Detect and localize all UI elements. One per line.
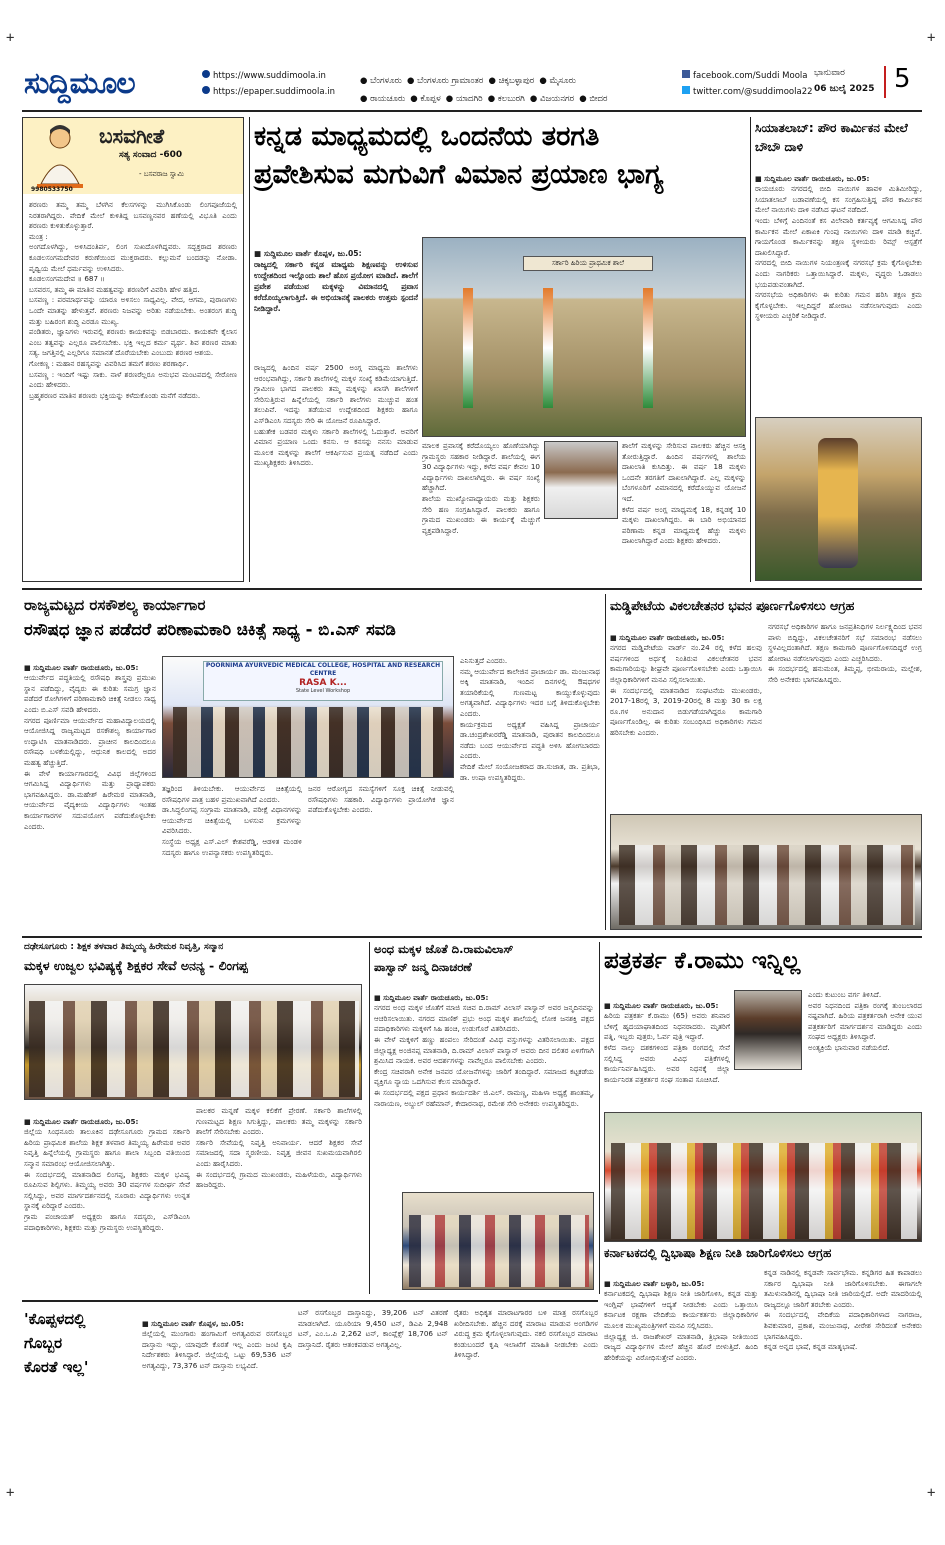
- ramu-headline: ಪತ್ರಕರ್ತ ಕೆ.ರಾಮು ಇನ್ನಿಲ್ಲ: [604, 948, 801, 974]
- column-rule: [249, 117, 250, 582]
- people-group: [619, 845, 915, 925]
- school-sign: ಸರ್ಕಾರಿ ಹಿರಿಯ ಪ್ರಾಥಮಿಕ ಶಾಲೆ: [523, 256, 653, 271]
- building-pillar: [643, 288, 653, 408]
- gobbara-body-3: ರೈತರು ಅಧಿಕೃತ ಮಾರಾಟಗಾರರ ಬಳಿ ಮಾತ್ರ ರಸಗೊಬ್ಬರ ಖರೀದಿಸಬೇಕು. ಹೆಚ್ಚಿನ ದರಕ್ಕೆ ಮಾರಾಟ ಮಾಡುವ ಅಂಗಡಿಗಳ ವಿರುದ್ಧ ಕ್ರಮ ಕೈಗೊಳ್ಳಲಾಗುವುದು. ನಕಲಿ ರಸಗೊಬ್ಬರ ಮಾರಾಟ ಕಂಡುಬಂದರೆ ಕೃಷಿ ಇಲಾಖೆಗೆ ಮಾಹಿತಿ ನೀಡಬೇಕು ಎಂದು ತಿಳಿಸಿದ್ದಾರೆ.: [454, 1308, 598, 1360]
- basava-phone: 9980533750: [31, 186, 73, 193]
- section-rule: [22, 588, 922, 590]
- masthead-rule: [22, 110, 922, 112]
- gobbara-body-2: ಟನ್ ರಸಗೊಬ್ಬರ ದಾಸ್ತಾನಿದ್ದು, 39,206 ಟನ್ ವಿತರಣೆ ಮಾಡಲಾಗಿದೆ. ಯೂರಿಯಾ 9,450 ಟನ್, ಡಿಎಪಿ 2,948 ಟನ್, ಎಂ.ಒ.ಪಿ 2,262 ಟನ್, ಕಾಂಪ್ಲೆಕ್ಸ್ 18,706 ಟನ್ ದಾಸ್ತಾನಿದೆ. ರೈತರು ಆತಂಕಪಡುವ ಅಗತ್ಯವಿಲ್ಲ.: [298, 1308, 448, 1349]
- andha-body: ■ ಸುದ್ದಿಮೂಲ ವಾರ್ತೆ ರಾಯಚೂರು, ಜು.05: ನಗರದ ಅಂಧ ಮಕ್ಕಳ ಜೊತೆಗೆ ಮಾಜಿ ಸಚಿವ ದಿ.ರಾಮ್ ವಿಲಾಸ್ ಪಾಸ್ವಾನ್ ಅವರ ಜನ್ಮದಿನವನ್ನು ಆಚರಿಸಲಾಯಿತು. ನಗರದ ಮಾಣಿಕ್ ಪ್ರಭು ಅಂಧ ಮಕ್ಕಳ ಶಾಲೆಯಲ್ಲಿ ಲೋಕ ಜನಶಕ್ತಿ ಪಕ್ಷದ ಪದಾಧಿಕಾರಿಗಳು ಮಕ್ಕಳಿಗೆ ಸಿಹಿ ಹಂಚಿ, ಉಡುಗೊರೆ ವಿತರಿಸಿದರು. ಈ ವೇಳೆ ಮಕ್ಕಳಿಗೆ ಹಣ್ಣು ಹಂಪಲು ಸೇರಿದಂತೆ ವಿವಿಧ ವಸ್ತುಗಳನ್ನು ವಿತರಿಸಲಾಯಿತು. ಪಕ್ಷದ ಜಿಲ್ಲಾಧ್ಯಕ್ಷ ಅಂಜಿನಪ್ಪ ಮಾತನಾಡಿ, ದಿ.ರಾಮ್ ವಿಲಾಸ್ ಪಾಸ್ವಾನ್ ಅವರು ದೀನ ದಲಿತರ ಏಳಿಗೆಗಾಗಿ ಶ್ರಮಿಸಿದ ನಾಯಕ. ಅವರ ಆದರ್ಶಗಳನ್ನು ನಾವೆಲ್ಲರೂ ಪಾಲಿಸಬೇಕು ಎಂದರು. ಕೇಂದ್ರ ಸಚಿವರಾಗಿ ಅನೇಕ ಜನಪರ ಯೋಜನೆಗಳನ್ನು ಜಾರಿಗೆ ತಂದಿದ್ದಾರೆ. ಸಮಾಜದ ಕಟ್ಟಕಡೆಯ ವ್ಯಕ್ತಿಗೂ ನ್ಯಾಯ ಒದಗಿಸುವ ಕೆಲಸ ಮಾಡಿದ್ದಾರೆ. ಈ ಸಂದರ್ಭದಲ್ಲಿ ಪಕ್ಷದ ಪ್ರಧಾನ ಕಾರ್ಯದರ್ಶಿ ಜಿ.ಎಲ್. ರಾಮಣ್ಣ, ಮಹಿಳಾ ಅಧ್ಯಕ್ಷೆ ಶಾಂತಮ್ಮ, ನಾರಾಯಣ, ಅಬ್ದುಲ್ ರಹೆಮಾನ್, ಕೇದಾರನಾಥ, ರಮೇಶ ಸೇರಿ ಅನೇಕರು ಉಪಸ್ಥಿತರಿದ್ದರು.: [374, 992, 594, 1108]
- bhasha-body: ■ ಸುದ್ದಿಮೂಲ ವಾರ್ತೆ ಬಳ್ಳಾರಿ, ಜು.05: ಕರ್ನಾಟಕದಲ್ಲಿ ದ್ವಿಭಾಷಾ ಶಿಕ್ಷಣ ನೀತಿ ಜಾರಿಗೊಳಿಸಿ, ಕನ್ನಡ ಮತ್ತು ಇಂಗ್ಲಿಷ್ ಭಾಷೆಗಳಿಗೆ ಆದ್ಯತೆ ನೀಡಬೇಕು ಎಂದು ಒತ್ತಾಯಿಸಿ ಕರ್ನಾಟಕ ರಕ್ಷಣಾ ವೇದಿಕೆಯ ಕಾರ್ಯಕರ್ತರು ಜಿಲ್ಲಾಧಿಕಾರಿಗಳ ಮೂಲಕ ಮುಖ್ಯಮಂತ್ರಿಗಳಿಗೆ ಮನವಿ ಸಲ್ಲಿಸಿದರು. ಜಿಲ್ಲಾಧ್ಯಕ್ಷ ಜಿ. ರಾಜಶೇಖರ್ ಮಾತನಾಡಿ, ತ್ರಿಭಾಷಾ ನೀತಿಯಿಂದ ರಾಜ್ಯದ ವಿದ್ಯಾರ್ಥಿಗಳ ಮೇಲೆ ಹೆಚ್ಚಿನ ಹೊರೆ ಬೀಳುತ್ತಿದೆ. ಹಿಂದಿ ಹೇರಿಕೆಯನ್ನು ವಿರೋಧಿಸುತ್ತೇವೆ ಎಂದರು.: [604, 1278, 758, 1362]
- people-group: [173, 707, 443, 777]
- lead-body-right: ಶಾಲೆಗೆ ಮಕ್ಕಳನ್ನು ಸೇರಿಸುವ ಪಾಲಕರು ಹೆಚ್ಚಿನ ಆಸಕ್ತಿ ತೋರುತ್ತಿದ್ದಾರೆ. ಹಿಂದಿನ ವರ್ಷಗಳಲ್ಲಿ ಶಾಲೆಯ ದಾಖಲಾತಿ ಕುಸಿದಿತ್ತು. ಈ ವರ್ಷ 18 ಮಕ್ಕಳು ಒಂದನೇ ತರಗತಿಗೆ ದಾಖಲಾಗಿದ್ದಾರೆ. ಎಲ್ಲ ಮಕ್ಕಳನ್ನು ಬೆಂಗಳೂರಿಗೆ ವಿಮಾನದಲ್ಲಿ ಕರೆದೊಯ್ಯುವ ಯೋಜನೆ ಇದೆ. ಕಳೆದ ವರ್ಷ ಅಂಗ್ಲ ಮಾಧ್ಯಮಕ್ಕೆ 18, ಕನ್ನಡಕ್ಕೆ 10 ಮಕ್ಕಳು ದಾಖಲಾಗಿದ್ದರು. ಈ ಬಾರಿ ಅಭಿಯಾನದ ಪರಿಣಾಮ ಕನ್ನಡ ಮಾಧ್ಯಮಕ್ಕೆ ಹೆಚ್ಚು ಮಕ್ಕಳು ದಾಖಲಾಗಿದ್ದಾರೆ ಎಂದು ಶಿಕ್ಷಕರು ಹೇಳಿದರು.: [622, 441, 746, 546]
- lead-intro-text: ರಾಜ್ಯದಲ್ಲಿ ಸರ್ಕಾರಿ ಕನ್ನಡ ಮಾಧ್ಯಮ ಶಿಕ್ಷಣವನ್ನು ಉಳಿಸುವ ಉದ್ದೇಶದಿಂದ ಇಲ್ಲೊಂದು ಶಾಲೆ ಹೊಸ ಪ್ರಯೋಗ ಮಾಡಿದೆ. ಶಾಲೆಗೆ ಪ್ರವೇಶ ಪಡೆಯುವ ಮಕ್ಕಳನ್ನು ವಿಮಾನದಲ್ಲಿ ಪ್ರವಾಸ ಕರೆದೊಯ್ಯಲಾಗುತ್ತಿದೆ. ಈ ಅಭಿಯಾನಕ್ಕೆ ಪಾಲಕರು ಉತ್ತಮ ಸ್ಪಂದನೆ ನೀಡಿದ್ದಾರೆ.: [254, 260, 418, 313]
- rasa-body-2b: ಜನರ ಆರೋಗ್ಯದ ಸಮಸ್ಯೆಗಳಿಗೆ ಸೂಕ್ತ ಚಿಕಿತ್ಸೆ ನೀಡುವಲ್ಲಿ ರಸೌಷಧಿಗಳು ಸಹಕಾರಿ. ವಿದ್ಯಾರ್ಥಿಗಳು ಪ್ರಾಯೋಗಿಕ ಜ್ಞಾನ ಪಡೆದುಕೊಳ್ಳಬೇಕು ಎಂದರು.: [308, 784, 454, 815]
- people-group: [29, 1001, 359, 1097]
- teacher-story: [22, 942, 364, 1294]
- crop-mark: +: [927, 30, 936, 46]
- teacher-headline: ಮಕ್ಕಳ ಉಜ್ವಲ ಭವಿಷ್ಯಕ್ಕೆ ಶಿಕ್ಷಕರ ಸೇವೆ ಅನನ್ಯ - ಲಿಂಗಪ್ಪ: [24, 958, 248, 973]
- rasa-body-3: ಎನಿಸುತ್ತದೆ ಎಂದರು. ನಮ್ಮ ಆಯುರ್ವೇದ ಕಾಲೇಜಿನ ಪ್ರಾಚಾರ್ಯ ಡಾ. ಮಂಜುನಾಥ ಅಕ್ಕಿ ಮಾತನಾಡಿ, ಇಂದಿನ ದಿನಗಳಲ್ಲಿ ಔಷಧಗಳ ತಯಾರಿಕೆಯಲ್ಲಿ ಗುಣಮಟ್ಟ ಕಾಯ್ದುಕೊಳ್ಳುವುದು ಅಗತ್ಯವಾಗಿದೆ. ವಿದ್ಯಾರ್ಥಿಗಳು ಇದರ ಬಗ್ಗೆ ತಿಳಿದುಕೊಳ್ಳಬೇಕು ಎಂದರು. ಕಾರ್ಯಕ್ರಮದ ಅಧ್ಯಕ್ಷತೆ ವಹಿಸಿದ್ದ ಪ್ರಾಚಾರ್ಯ ಡಾ.ಚಂದ್ರಶೇಖರರೆಡ್ಡಿ ಮಾತನಾಡಿ, ಪುರಾತನ ಕಾಲದಿಂದಲೂ ನಡೆದು ಬಂದ ಆಯುರ್ವೇದ ಪದ್ಧತಿ ಅಳಿಸಿ ಹೋಗಬಾರದು ಎಂದರು. ವೇದಿಕೆ ಮೇಲೆ ಸಂಯೋಜಕರಾದ ಡಾ.ಸುಜಾತ, ಡಾ. ಪ್ರತಿಭಾ, ಡಾ. ಉಷಾ ಉಪಸ್ಥಿತರಿದ್ದರು.: [460, 656, 600, 782]
- gobbara-headline-1: 'ಕೊಪ್ಪಳದಲ್ಲಿ: [24, 1310, 86, 1328]
- rasa-story: [22, 594, 600, 930]
- facebook-link[interactable]: facebook.com/Suddi Moola: [682, 70, 807, 81]
- divider: [884, 66, 886, 98]
- facebook-icon: [682, 70, 690, 78]
- headmaster-portrait: [544, 441, 618, 519]
- issue-date: 06 ಜುಲೈ 2025: [814, 84, 875, 94]
- felicitation-photo: [24, 984, 362, 1100]
- people-group: [409, 1215, 589, 1287]
- basava-author: - ಬಸವರಾಜ ಸ್ವಾಮಿ: [139, 170, 184, 178]
- andha-headline-2: ಪಾಸ್ವಾನ್ ಜನ್ಮ ದಿನಾಚರಣೆ: [374, 960, 472, 974]
- lab-headline: ಸಿಯಾತಲಾಬ್: ಪೌರ ಕಾರ್ಮಿಕನ ಮೇಲೆ ಬೌಬೌ ದಾಳಿ: [755, 121, 908, 154]
- ward-story: [610, 594, 922, 930]
- column-rule: [750, 117, 751, 582]
- bhasha-body-2: ಕನ್ನಡ ನಾಡಿನಲ್ಲಿ ಕನ್ನಡವೇ ಸಾರ್ವಭೌಮ. ಕನ್ನಡಿಗರ ಹಿತ ಕಾಪಾಡಲು ಸರ್ಕಾರ ದ್ವಿಭಾಷಾ ನೀತಿ ಜಾರಿಗೊಳಿಸಬೇಕು. ಈಗಾಗಲೇ ತಮಿಳುನಾಡಿನಲ್ಲಿ ದ್ವಿಭಾಷಾ ನೀತಿ ಜಾರಿಯಲ್ಲಿದೆ. ಅದೇ ಮಾದರಿಯಲ್ಲಿ ರಾಜ್ಯದಲ್ಲೂ ಜಾರಿಗೆ ತರಬೇಕು ಎಂದರು. ಈ ಸಂದರ್ಭದಲ್ಲಿ ವೇದಿಕೆಯ ಪದಾಧಿಕಾರಿಗಳಾದ ನಾಗರಾಜ, ಶಿವಕುಮಾರ, ಪ್ರಕಾಶ, ಮಂಜುನಾಥ, ವೀರೇಶ ಸೇರಿದಂತೆ ಅನೇಕರು ಭಾಗವಹಿಸಿದ್ದರು. ಕನ್ನಡ ಅನ್ನದ ಭಾಷೆ, ಕನ್ನಡ ಮಾತೃಭಾಷೆ.: [764, 1268, 922, 1352]
- bhasha-headline: ಕರ್ನಾಟಕದಲ್ಲಿ ದ್ವಿಭಾಷಾ ಶಿಕ್ಷಣ ನೀತಿ ಜಾರಿಗೊಳಿಸಲು ಆಗ್ರಹ: [604, 1246, 832, 1260]
- editions-row-2: ● ರಾಯಚೂರು ● ಕೊಪ್ಪಳ ● ಯಾದಗಿರಿ ● ಕಲಬುರಗಿ ● ವಿಜಯನಗರ ● ಬೀದರ: [360, 94, 608, 104]
- epaper-link[interactable]: https://epaper.suddimoola.in: [202, 86, 335, 97]
- column-rule: [599, 942, 600, 1294]
- basava-subtitle: ಸತ್ಯ ಸಂವಾದ -600: [119, 150, 183, 160]
- andha-story: [374, 942, 594, 1294]
- andha-headline-1: ಅಂಧ ಮಕ್ಕಳ ಜೊತೆ ದಿ.ರಾಮವಿಲಾಸ್: [374, 942, 514, 956]
- lead-body-left: ರಾಜ್ಯದಲ್ಲಿ ಹಿಂದಿನ ವರ್ಷ 2500 ಅಂಗ್ಲ ಮಾಧ್ಯಮ ಶಾಲೆಗಳು ಆರಂಭವಾಗಿದ್ದು, ಸರ್ಕಾರಿ ಶಾಲೆಗಳಲ್ಲಿ ಮಕ್ಕಳ ಸಂಖ್ಯೆ ಕಡಿಮೆಯಾಗುತ್ತಿದೆ. ಗ್ರಾಮೀಣ ಭಾಗದ ಪಾಲಕರು ತಮ್ಮ ಮಕ್ಕಳನ್ನು ಖಾಸಗಿ ಶಾಲೆಗಳಿಗೆ ಸೇರಿಸುತ್ತಿರುವ ಹಿನ್ನೆಲೆಯಲ್ಲಿ ಸರ್ಕಾರಿ ಶಾಲೆಗಳು ಮುಚ್ಚುವ ಹಂತ ತಲುಪಿವೆ. ಇದನ್ನು ತಡೆಯುವ ಉದ್ದೇಶದಿಂದ ಶಿಕ್ಷಕರು ಹಾಗೂ ಎಸ್‌ಡಿಎಂಸಿ ಸದಸ್ಯರು ಸೇರಿ ಈ ಯೋಜನೆ ರೂಪಿಸಿದ್ದಾರೆ. ಬಹುತೇಕ ಬಡವರ ಮಕ್ಕಳು ಸರ್ಕಾರಿ ಶಾಲೆಗಳಲ್ಲಿ ಓದುತ್ತಾರೆ. ಅವರಿಗೆ ವಿಮಾನ ಪ್ರಯಾಣ ಒಂದು ಕನಸು. ಆ ಕನಸನ್ನು ನನಸು ಮಾಡುವ ಮೂಲಕ ಮಕ್ಕಳನ್ನು ಶಾಲೆಗೆ ಆಕರ್ಷಿಸುವ ಪ್ರಯತ್ನ ನಡೆದಿದೆ ಎಂದು ಮುಖ್ಯಶಿಕ್ಷಕರು ತಿಳಿಸಿದರು.: [254, 363, 418, 468]
- protest-photo: [604, 1112, 922, 1242]
- teacher-body-2: ಪಾಲಕರ ಮನ್ನಣೆ ಮಕ್ಕಳ ಕಲಿಕೆಗೆ ಪ್ರೇರಣೆ. ಸರ್ಕಾರಿ ಶಾಲೆಗಳಲ್ಲಿ ಗುಣಮಟ್ಟದ ಶಿಕ್ಷಣ ಸಿಗುತ್ತಿದ್ದು, ಪಾಲಕರು ತಮ್ಮ ಮಕ್ಕಳನ್ನು ಸರ್ಕಾರಿ ಶಾಲೆಗೆ ಸೇರಿಸಬೇಕು ಎಂದರು. ಸರ್ಕಾರಿ ಸೇವೆಯಲ್ಲಿ ನಿವೃತ್ತಿ ಅನಿವಾರ್ಯ. ಆದರೆ ಶಿಕ್ಷಕರ ಸೇವೆ ಸಮಾಜದಲ್ಲಿ ಸದಾ ಸ್ಮರಣೀಯ. ನಿವೃತ್ತ ಜೀವನ ಸುಖಮಯವಾಗಿರಲಿ ಎಂದು ಹಾರೈಸಿದರು. ಈ ಸಂದರ್ಭದಲ್ಲಿ ಗ್ರಾಮದ ಮುಖಂಡರು, ಮಹಿಳೆಯರು, ವಿದ್ಯಾರ್ಥಿಗಳು ಹಾಜರಿದ್ದರು.: [196, 1106, 362, 1190]
- lead-story: [254, 117, 746, 582]
- saint-illustration: [31, 124, 89, 190]
- edition-item: ● ಮೈಸೂರು: [539, 76, 576, 86]
- ramu-story: [604, 942, 922, 1108]
- editions-row-1: [360, 68, 660, 87]
- gobbara-headline-2: ಗೊಬ್ಬರ: [24, 1334, 63, 1352]
- section-rule: [22, 1300, 598, 1302]
- column-rule: [369, 942, 370, 1294]
- rasa-body-2: ತಜ್ಞರಿಂದ ತಿಳಿಯಬೇಕು. ಆಯುರ್ವೇದ ಚಿಕಿತ್ಸೆಯಲ್ಲಿ ರಸೌಷಧಿಗಳ ಪಾತ್ರ ಬಹಳ ಪ್ರಮುಖವಾಗಿದೆ ಎಂದರು. ಡಾ.ಸಿದ್ಧಲಿಂಗಪ್ಪ ಸಂಗ್ರಾಮ ಮಾತನಾಡಿ, ಪರೀಕ್ಷೆ ವಿಧಾನಗಳನ್ನು ಆಯುರ್ವೇದ ಚಿಕಿತ್ಸೆಯಲ್ಲಿ ಬಳಸುವ ಕ್ರಮಗಳನ್ನು ವಿವರಿಸಿದರು. ಸಂಸ್ಥೆಯ ಅಧ್ಯಕ್ಷ ಎಸ್.ಎಲ್ ಕೇಶವರೆಡ್ಡಿ, ಆಡಳಿತ ಮಂಡಳಿ ಸದಸ್ಯರು ಹಾಗೂ ಉಪನ್ಯಾಸಕರು ಉಪಸ್ಥಿತರಿದ್ದರು.: [162, 784, 302, 857]
- banner-subtitle: RASA K...: [299, 678, 347, 688]
- gobbara-story: [22, 1306, 598, 1492]
- ramu-body-2: ಎಂದು ಕುಟುಂಬ ವರ್ಗ ತಿಳಿಸಿದೆ. ಅವರ ನಿಧನದಿಂದ ಪತ್ರಿಕಾ ರಂಗಕ್ಕೆ ತುಂಬಲಾರದ ನಷ್ಟವಾಗಿದೆ. ಹಿರಿಯ ಪತ್ರಕರ್ತರಾಗಿ ಅನೇಕ ಯುವ ಪತ್ರಕರ್ತರಿಗೆ ಮಾರ್ಗದರ್ಶನ ಮಾಡಿದ್ದರು ಎಂದು ಸಂಘದ ಅಧ್ಯಕ್ಷರು ತಿಳಿಸಿದ್ದಾರೆ. ಅಂತ್ಯಕ್ರಿಯೆ ಭಾನುವಾರ ನಡೆಯಲಿದೆ.: [808, 990, 922, 1052]
- gobbara-headline-3: ಕೊರತೆ ಇಲ್ಲ': [24, 1358, 89, 1376]
- globe-icon: [202, 86, 210, 94]
- workshop-banner: [203, 661, 443, 701]
- edition-item: ● ಚಿಕ್ಕಬಳ್ಳಾಪುರ: [488, 76, 535, 86]
- crop-mark: +: [6, 1485, 15, 1501]
- twitter-link[interactable]: twitter.com/@suddimoola22: [682, 86, 813, 97]
- edition-item: ● ಬೆಂಗಳೂರು: [360, 76, 402, 86]
- workshop-photo: [162, 656, 454, 778]
- ramu-body: ■ ಸುದ್ದಿಮೂಲ ವಾರ್ತೆ ರಾಯಚೂರು, ಜು.05: ಹಿರಿಯ ಪತ್ರಕರ್ತ ಕೆ.ರಾಮು (65) ಅವರು ಶನಿವಾರ ಬೆಳಿಗ್ಗೆ ಹೃದಯಾಘಾತದಿಂದ ನಿಧನರಾದರು. ಮೃತರಿಗೆ ಪತ್ನಿ, ಇಬ್ಬರು ಪುತ್ರರು, ಓರ್ವ ಪುತ್ರಿ ಇದ್ದಾರೆ. ಕಳೆದ ನಾಲ್ಕು ದಶಕಗಳಿಂದ ಪತ್ರಿಕಾ ರಂಗದಲ್ಲಿ ಸೇವೆ ಸಲ್ಲಿಸಿದ್ದ ಅವರು ವಿವಿಧ ಪತ್ರಿಕೆಗಳಲ್ಲಿ ಕಾರ್ಯನಿರ್ವಹಿಸಿದ್ದರು. ಅವರ ನಿಧನಕ್ಕೆ ಜಿಲ್ಲಾ ಕಾರ್ಯನಿರತ ಪತ್ರಕರ್ತರ ಸಂಘ ಸಂತಾಪ ಸೂಚಿಸಿದೆ.: [604, 1000, 730, 1084]
- rasa-kicker: ರಾಜ್ಯಮಟ್ಟದ ರಸಕೌಶಲ್ಯ ಕಾರ್ಯಾಗಾರ: [24, 596, 206, 614]
- masthead-logo: ಸುದ್ದಿಮೂಲ: [24, 66, 135, 101]
- gobbara-body: ■ ಸುದ್ದಿಮೂಲ ವಾರ್ತೆ ಕೊಪ್ಪಳ, ಜು.05: ಜಿಲ್ಲೆಯಲ್ಲಿ ಮುಂಗಾರು ಹಂಗಾಮಿಗೆ ಅಗತ್ಯವಿರುವ ರಸಗೊಬ್ಬರ ದಾಸ್ತಾನು ಇದ್ದು, ಯಾವುದೇ ಕೊರತೆ ಇಲ್ಲ ಎಂದು ಜಂಟಿ ಕೃಷಿ ನಿರ್ದೇಶಕರು ತಿಳಿಸಿದ್ದಾರೆ. ಜಿಲ್ಲೆಯಲ್ಲಿ ಒಟ್ಟು 69,536 ಟನ್ ಅಗತ್ಯವಿದ್ದು, 73,376 ಟನ್ ದಾಸ್ತಾನು ಲಭ್ಯವಿದೆ.: [142, 1318, 292, 1370]
- lead-headline-1: ಕನ್ನಡ ಮಾಧ್ಯಮದಲ್ಲಿ ಒಂದನೆಯ ತರಗತಿ: [254, 121, 600, 152]
- ward-body: ■ ಸುದ್ದಿಮೂಲ ವಾರ್ತೆ ರಾಯಚೂರು, ಜು.05: ನಗರದ ಮಡ್ಡಿಪೇಟೆಯ ವಾರ್ಡ್ ನಂ.24 ರಲ್ಲಿ ಕಳೆದ ಹಲವು ವರ್ಷಗಳಿಂದ ಅರ್ಧಕ್ಕೆ ನಿಂತಿರುವ ವಿಕಲಚೇತನರ ಭವನ ಕಾಮಗಾರಿಯನ್ನು ಶೀಘ್ರವೇ ಪೂರ್ಣಗೊಳಿಸಬೇಕು ಎಂದು ಒತ್ತಾಯಿಸಿ ಜಿಲ್ಲಾಧಿಕಾರಿಗಳಿಗೆ ಮನವಿ ಸಲ್ಲಿಸಲಾಯಿತು. ಈ ಸಂದರ್ಭದಲ್ಲಿ ಮಾತನಾಡಿದ ಸಂಘಟನೆಯ ಮುಖಂಡರು, 2017-18ರಲ್ಲಿ 3, 2019-20ರಲ್ಲಿ 8 ಮತ್ತು 30 ಕಾ ಲಕ್ಷ ರೂ.ಗಳ ಅನುದಾನ ಬಿಡುಗಡೆಯಾಗಿದ್ದರೂ ಕಾಮಗಾರಿ ಪೂರ್ಣಗೊಂಡಿಲ್ಲ. ಈ ಕುರಿತು ಸಂಬಂಧಿಸಿದ ಅಧಿಕಾರಿಗಳು ಗಮನ ಹರಿಸಬೇಕು ಎಂದರು.: [610, 632, 762, 737]
- ramu-portrait: [734, 990, 802, 1070]
- teacher-kicker: ದಢೇಸೂಗೂರು : ಶಿಕ್ಷಕ ತಳವಾರ ತಿಮ್ಮಯ್ಯ ಹಿರೇಮಠ ನಿವೃತ್ತಿ, ಸನ್ಮಾನ: [24, 942, 224, 952]
- lab-body: ■ ಸುದ್ದಿಮೂಲ ವಾರ್ತೆ ರಾಯಚೂರು, ಜು.05: ರಾಯಚೂರು ನಗರದಲ್ಲಿ ಬೀದಿ ನಾಯಿಗಳ ಹಾವಳಿ ಮಿತಿಮೀರಿದ್ದು, ಸಿಯಾತಲಾಬ್ ಬಡಾವಣೆಯಲ್ಲಿ ಕಸ ಸಂಗ್ರಹಿಸುತ್ತಿದ್ದ ಪೌರ ಕಾರ್ಮಿಕನ ಮೇಲೆ ನಾಯಿಗಳು ದಾಳಿ ನಡೆಸಿದ ಘಟನೆ ನಡೆದಿದೆ. ಇಂದು ಬೆಳಿಗ್ಗೆ ಎಂದಿನಂತೆ ಕಸ ವಿಲೇವಾರಿ ಕರ್ತವ್ಯಕ್ಕೆ ಆಗಮಿಸಿದ್ದ ಪೌರ ಕಾರ್ಮಿಕನ ಮೇಲೆ ಏಕಾಏಕಿ ಗುಂಪು ನಾಯಿಗಳು ದಾಳಿ ಮಾಡಿ ಕಚ್ಚಿವೆ. ಗಾಯಗೊಂಡ ಕಾರ್ಮಿಕನನ್ನು ತಕ್ಷಣ ಸ್ಥಳೀಯರು ರಿಮ್ಸ್ ಆಸ್ಪತ್ರೆಗೆ ದಾಖಲಿಸಿದ್ದಾರೆ. ನಗರದಲ್ಲಿ ಬೀದಿ ನಾಯಿಗಳ ನಿಯಂತ್ರಣಕ್ಕೆ ನಗರಸಭೆ ಕ್ರಮ ಕೈಗೊಳ್ಳಬೇಕು ಎಂದು ನಾಗರಿಕರು ಒತ್ತಾಯಿಸಿದ್ದಾರೆ. ಮಕ್ಕಳು, ವೃದ್ಧರು ಓಡಾಡಲು ಭಯಪಡುವಂತಾಗಿದೆ. ನಗರಸಭೆಯ ಅಧಿಕಾರಿಗಳು ಈ ಕುರಿತು ಗಮನ ಹರಿಸಿ ತಕ್ಷಣ ಕ್ರಮ ಕೈಗೊಳ್ಳಬೇಕು. ಇಲ್ಲದಿದ್ದರೆ ಹೋರಾಟ ನಡೆಸಲಾಗುವುದು ಎಂದು ಸ್ಥಳೀಯರು ಎಚ್ಚರಿಕೆ ನೀಡಿದ್ದಾರೆ.: [755, 173, 922, 321]
- ward-body-2: ನಗರಸಭೆ ಅಧಿಕಾರಿಗಳ ಹಾಗೂ ಜನಪ್ರತಿನಿಧಿಗಳ ನಿರ್ಲಕ್ಷ್ಯದಿಂದ ಭವನ ಪಾಳು ಬಿದ್ದಿದ್ದು, ವಿಕಲಚೇತನರಿಗೆ ಸಭೆ ಸಮಾರಂಭ ನಡೆಸಲು ಸ್ಥಳವಿಲ್ಲದಂತಾಗಿದೆ. ತಕ್ಷಣ ಕಾಮಗಾರಿ ಪೂರ್ಣಗೊಳಿಸದಿದ್ದರೆ ಉಗ್ರ ಹೋರಾಟ ನಡೆಸಲಾಗುವುದು ಎಂದು ಎಚ್ಚರಿಸಿದರು. ಈ ಸಂದರ್ಭದಲ್ಲಿ ಹನುಮಂತ, ತಿಮ್ಮಪ್ಪ, ಭೀಮರಾಯ, ಮಲ್ಲೇಶ, ಸೇರಿ ಅನೇಕರು ಭಾಗವಹಿಸಿದ್ದರು.: [768, 622, 922, 684]
- website-link[interactable]: https://www.suddimoola.in: [202, 70, 326, 81]
- section-rule: [22, 936, 922, 938]
- people-group: [611, 1143, 917, 1239]
- bhasha-story: [604, 1112, 922, 1492]
- banner-state: State Level Workshop: [295, 688, 351, 694]
- memorandum-photo: [610, 814, 922, 930]
- page-number: 5: [894, 64, 911, 94]
- twitter-icon: [682, 86, 690, 94]
- basava-body: ಶರಣರು ತಮ್ಮ ತಮ್ಮ ಬೆಳಗಿನ ಕೆಲಸಗಳನ್ನು ಮುಗಿಸಿಕೊಂಡು ಲಿಂಗಪೂಜೆಯಲ್ಲಿ ನಿರತರಾಗಿದ್ದರು. ವೇದಿಕೆ ಮೇಲೆ ಕುಳಿತಿದ್ದ ಬಸವಣ್ಣನವರ ಹಣೆಯಲ್ಲಿ ವಿಭೂತಿ ಎಂದು ಶರಣರು ಕುಳಿತುಕೊಳ್ಳುತ್ತಾರೆ. ಮಂತ್ರ : ಅಂಗದೊಳಗಿದ್ದು, ಅಳಿಸಿದಂತಿರ್ಪ, ಲಿಂಗ ಸುಖದೊಳಗಿದ್ದವರು. ಸದ್ಭಕ್ತರಾದ ಶರಣರು ಕೂಡಲಸಂಗಮದೇವರ ಕರುಣೆಯಿಂದ ಮುಕ್ತರಾದರು. ಕಲ್ಲುಮನೆ ಬಂದಡನ್ನು ನೋಡಾ. ಪೃಥ್ವಿಯ ಮೇಲೆ ಧರ್ಮವನ್ನು ಉಳಿಸಿದರು. ಕೂಡಲಸಂಗಮದೇವ ॥ 687 ॥ ಬಸವರಸ, ತಮ್ಮ ಈ ಮಾತಿನ ಮಹತ್ವವನ್ನು ಶರಣರಿಗೆ ವಿವರಿಸಿ ಹೇಳ ಹತ್ತಿದ. ಬಸವಣ್ಣ : ಪರಮಾರ್ಥವನ್ನು ಯಾರೂ ಅಳಿಸಲು ಸಾಧ್ಯವಿಲ್ಲ. ವೇದ, ಆಗಮ, ಪುರಾಣಗಳು ಒಂದೇ ಮಾತನ್ನು ಹೇಳುತ್ತವೆ. ಶರಣರು ನಿಜವನ್ನು ಅರಿತು ನಡೆಯಬೇಕು. ಅಂತರಂಗ ಶುದ್ಧಿ ಮತ್ತು ಬಹಿರಂಗ ಶುದ್ಧಿ ಎರಡೂ ಮುಖ್ಯ. ಪಂಡಿತರು, ಜ್ಞಾನಿಗಳು ಇರುವಲ್ಲಿ ಶರಣರು ಕಾಯಕವನ್ನು ಬಿಡಬಾರದು. ಕಾಯಕವೇ ಕೈಲಾಸ ಎಂಬ ತತ್ವವನ್ನು ಎಲ್ಲರೂ ಪಾಲಿಸಬೇಕು. ಭಕ್ತಿ ಇಲ್ಲದ ಕರ್ಮ ವ್ಯರ್ಥ. ಶಿವ ಶರಣರ ಮಾತು ಸತ್ಯ. ಜಗತ್ತಿನಲ್ಲಿ ಎಲ್ಲರಿಗೂ ಸಮಾನತೆ ದೊರೆಯಬೇಕು ಎಂಬುದು ಶರಣರ ಆಶಯ. ಗೋಕಣ್ಣ : ಮಹಾನ ರಹಸ್ಯವನ್ನು ವಿವರಿಸಿದ ತಮಗೆ ಶರಣು ಶರಣಾರ್ಥಿ. ಬಸವಣ್ಣ : ಇಂದಿಗೆ ಇಷ್ಟು ಸಾಕು. ನಾಳೆ ಶರಣರೆಲ್ಲರೂ ಅನುಭವ ಮಂಟಪದಲ್ಲಿ ಸೇರೋಣ ಎಂದು ಹೇಳಿದರು. ಬ್ರಹ್ಮಶರಣರ ಮಾತಿನ ಶರಣರು ಭಕ್ತಿಯನ್ನು ಕಳೆದುಕೊಂಡು ಮನೆಗೆ ನಡೆದರು.: [29, 200, 237, 400]
- globe-icon: [202, 70, 210, 78]
- lead-byline: ■ ಸುದ್ದಿಮೂಲ ವಾರ್ತೆ ಕೊಪ್ಪಳ, ಜು.05:: [254, 249, 362, 258]
- school-building-photo: [422, 237, 746, 437]
- masthead: [22, 62, 922, 108]
- issue-day: ಭಾನುವಾರ: [814, 68, 845, 78]
- lead-body-mid: ಮಾಲಕ ಪ್ರವಾಸಕ್ಕೆ ಕರೆದೊಯ್ಯಲು ಹೊಣೆಯಾಗಿದ್ದು ಗ್ರಾಮಸ್ಥರು ಸಹಕಾರ ನೀಡಿದ್ದಾರೆ. ಶಾಲೆಯಲ್ಲಿ ಈಗ 30 ವಿದ್ಯಾರ್ಥಿಗಳು ಇದ್ದು, ಕಳೆದ ವರ್ಷ ಕೇವಲ 10 ವಿದ್ಯಾರ್ಥಿಗಳು ದಾಖಲಾಗಿದ್ದರು. ಈ ವರ್ಷ ಸಂಖ್ಯೆ ಹೆಚ್ಚಾಗಿದೆ. ಶಾಲೆಯ ಮುಖ್ಯೋಪಾಧ್ಯಾಯರು ಮತ್ತು ಶಿಕ್ಷಕರು ಸೇರಿ ಹಣ ಸಂಗ್ರಹಿಸಿದ್ದಾರೆ. ಪಾಲಕರು ಹಾಗೂ ಗ್ರಾಮದ ಮುಖಂಡರು ಈ ಕಾರ್ಯಕ್ಕೆ ಮೆಚ್ಚುಗೆ ವ್ಯಕ್ತಪಡಿಸಿದ್ದಾರೆ.: [422, 441, 540, 535]
- worker-figure: [818, 438, 858, 568]
- building-pillar: [543, 288, 553, 408]
- teacher-body: ■ ಸುದ್ದಿಮೂಲ ವಾರ್ತೆ ರಾಯಚೂರು, ಜು.05: ಜಿಲ್ಲೆಯ ಸಿಂಧನೂರು ತಾಲೂಕಿನ ದಢೇಸೂಗೂರು ಗ್ರಾಮದ ಸರ್ಕಾರಿ ಹಿರಿಯ ಪ್ರಾಥಮಿಕ ಶಾಲೆಯ ಶಿಕ್ಷಕ ತಳವಾರ ತಿಮ್ಮಯ್ಯ ಹಿರೇಮಠ ಅವರ ನಿವೃತ್ತಿ ಹಿನ್ನೆಲೆಯಲ್ಲಿ ಗ್ರಾಮಸ್ಥರು ಹಾಗೂ ಶಾಲಾ ಸಿಬ್ಬಂದಿ ವತಿಯಿಂದ ಸನ್ಮಾನ ಸಮಾರಂಭ ಆಯೋಜಿಸಲಾಗಿತ್ತು. ಈ ಸಂದರ್ಭದಲ್ಲಿ ಮಾತನಾಡಿದ ಲಿಂಗಪ್ಪ, ಶಿಕ್ಷಕರು ಮಕ್ಕಳ ಭವಿಷ್ಯ ರೂಪಿಸುವ ಶಿಲ್ಪಿಗಳು. ತಿಮ್ಮಯ್ಯ ಅವರು 30 ವರ್ಷಗಳ ಸುದೀರ್ಘ ಸೇವೆ ಸಲ್ಲಿಸಿದ್ದು, ಅವರ ಮಾರ್ಗದರ್ಶನದಲ್ಲಿ ನೂರಾರು ವಿದ್ಯಾರ್ಥಿಗಳು ಉನ್ನತ ಸ್ಥಾನಕ್ಕೆ ಏರಿದ್ದಾರೆ ಎಂದರು. ಗ್ರಾಮ ಪಂಚಾಯತ್ ಅಧ್ಯಕ್ಷರು ಹಾಗೂ ಸದಸ್ಯರು, ಎಸ್‌ಡಿಎಂಸಿ ಪದಾಧಿಕಾರಿಗಳು, ಶಿಕ್ಷಕರು ಮತ್ತು ಗ್ರಾಮಸ್ಥರು ಉಪಸ್ಥಿತರಿದ್ದರು.: [24, 1116, 190, 1232]
- lead-intro: [254, 237, 418, 359]
- worker-photo: [755, 417, 922, 581]
- rasa-body: ■ ಸುದ್ದಿಮೂಲ ವಾರ್ತೆ ರಾಯಚೂರು, ಜು.05: ಆಯುರ್ವೇದ ಪದ್ಧತಿಯಲ್ಲಿ ರಸೌಷಧಿ ಶಾಸ್ತ್ರವು ಪ್ರಮುಖ ಸ್ಥಾನ ಪಡೆದಿದ್ದು, ವೈದ್ಯರು ಈ ಕುರಿತು ಸಮಗ್ರ ಜ್ಞಾನ ಪಡೆದರೆ ರೋಗಿಗಳಿಗೆ ಪರಿಣಾಮಕಾರಿ ಚಿಕಿತ್ಸೆ ನೀಡಲು ಸಾಧ್ಯ ಎಂದು ಬಿ.ಎಸ್ ಸವಡಿ ಹೇಳಿದರು. ನಗರದ ಪೂರ್ಣಿಮಾ ಆಯುರ್ವೇದ ಮಹಾವಿದ್ಯಾಲಯದಲ್ಲಿ ಆಯೋಜಿಸಿದ್ದ ರಾಜ್ಯಮಟ್ಟದ ರಸಕೌಶಲ್ಯ ಕಾರ್ಯಾಗಾರ ಉದ್ಘಾಟಿಸಿ ಮಾತನಾಡಿದರು. ಪ್ರಾಚೀನ ಕಾಲದಿಂದಲೂ ರಸೌಷಧಿ ಬಳಕೆಯಲ್ಲಿದ್ದು, ಆಧುನಿಕ ಕಾಲದಲ್ಲಿ ಅದರ ಮಹತ್ವ ಹೆಚ್ಚುತ್ತಿದೆ. ಈ ವೇಳೆ ಕಾರ್ಯಾಗಾರದಲ್ಲಿ ವಿವಿಧ ಜಿಲ್ಲೆಗಳಿಂದ ಆಗಮಿಸಿದ್ದ ವಿದ್ಯಾರ್ಥಿಗಳು ಮತ್ತು ಪ್ರಾಧ್ಯಾಪಕರು ಭಾಗವಹಿಸಿದ್ದರು. ಡಾ.ಮಹೇಶ್ ಹಿರೇಮಠ ಮಾತನಾಡಿ, ಆಯುರ್ವೇದ ವೈದ್ಯಕೀಯ ವಿದ್ಯಾರ್ಥಿಗಳು ಇಂತಹ ಕಾರ್ಯಾಗಾರಗಳ ಸದುಪಯೋಗ ಪಡೆದುಕೊಳ್ಳಬೇಕು ಎಂದರು.: [24, 662, 156, 831]
- ward-headline: ಮಡ್ಡಿಪೇಟೆಯ ವಿಕಲಚೇತನರ ಭವನ ಪೂರ್ಣಗೊಳಿಸಲು ಆಗ್ರಹ: [610, 598, 855, 613]
- crop-mark: +: [927, 1485, 936, 1501]
- banner-title: POORNIMA AYURVEDIC MEDICAL COLLEGE, HOSPITAL AND RESEARCH CENTRE: [205, 662, 441, 677]
- crop-mark: +: [6, 30, 15, 46]
- basava-header: [23, 118, 243, 194]
- column-rule: [605, 594, 606, 930]
- building-pillar: [463, 288, 473, 408]
- basava-title: ಬಸವಗೀತೆ: [99, 124, 165, 148]
- lead-headline-2: ಪ್ರವೇಶಿಸುವ ಮಗುವಿಗೆ ವಿಮಾನ ಪ್ರಯಾಣ ಭಾಗ್ಯ: [254, 159, 664, 190]
- rasa-headline: ರಸೌಷಧ ಜ್ಞಾನ ಪಡೆದರೆ ಪರಿಣಾಮಕಾರಿ ಚಿಕಿತ್ಸೆ ಸಾಧ್ಯ - ಬಿ.ಎಸ್ ಸವಡಿ: [24, 620, 396, 639]
- edition-item: ● ಬೆಂಗಳೂರು ಗ್ರಾಮಾಂತರ: [406, 76, 484, 86]
- siyatalab-story: [755, 117, 922, 582]
- blind-children-photo: [402, 1192, 594, 1290]
- basava-geete-column: [22, 117, 244, 582]
